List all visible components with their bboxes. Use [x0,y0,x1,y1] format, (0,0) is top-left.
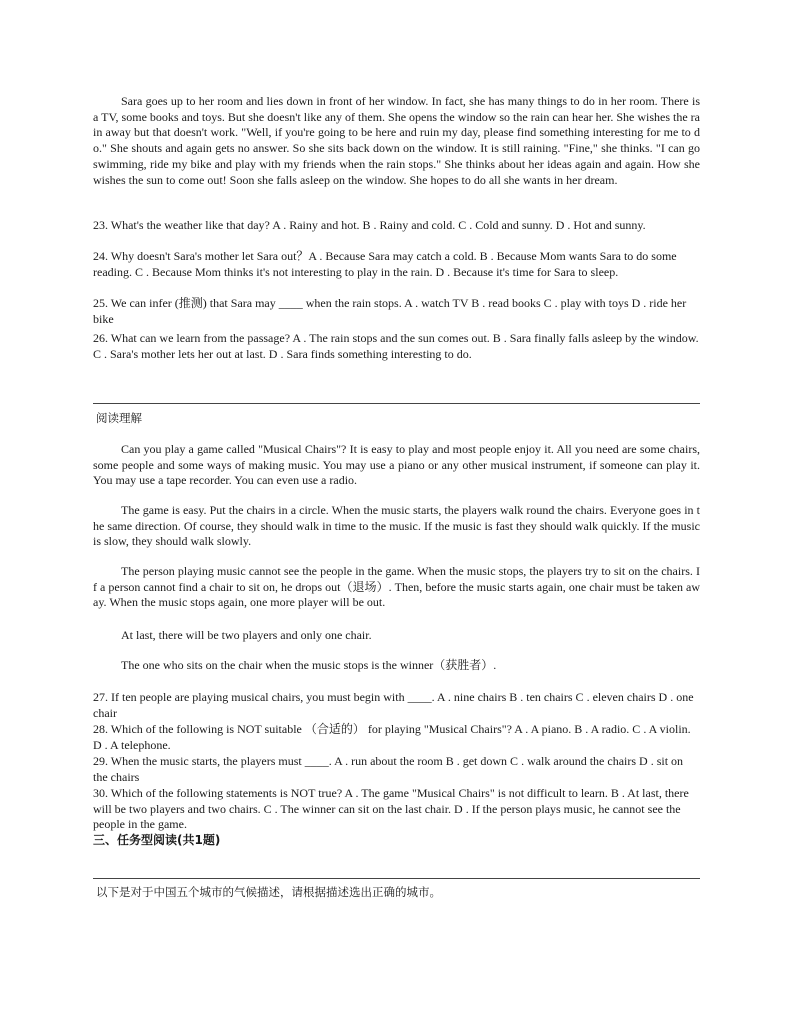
passage-paragraph: Sara goes up to her room and lies down in front of her window. In fact, she has many things to do in her room. There is a TV, some books and toys. But she doesn't like any of them. She opens the window so the rain can hear her. She wishes the rain away but that doesn't work. "Well, if you're going to be here and ruin my day, please find something interesting for me to do." She shouts and again gets no answer. So she sits back down on the window. It is still raining. "Fine," she thinks. "I can go swimming, ride my bike and play with my friends when the rain stops." She thinks about her ideas again and again. How she wishes the sun to come out! Soon she falls asleep on the window. She hopes to do all she wants in her dream. [93,94,700,187]
passage-paragraph: Can you play a game called "Musical Chairs"? It is easy to play and most people enjoy it. All you need are some chairs, some people and some ways of making music. You may use a piano or any other musical instrument, if someone can play it. You may use a tape recorder. You can even use a radio. [93,442,700,488]
passage-paragraph: At last, there will be two players and only one chair. [121,628,372,642]
question-25: 25. We can infer (推测) that Sara may ____ when the rain stops. A . watch TV B . read books C . play with toys D . ride her bike [93,296,687,326]
section-divider [93,878,700,879]
passage-paragraph: The game is easy. Put the chairs in a circle. When the music starts, the players walk round the chairs. Everyone goes in the same direction. Of course, they should walk in time to the music. If the music is fast they should walk quickly. If the music is slow, they should walk slowly. [93,503,700,549]
question-26: 26. What can we learn from the passage? A . The rain stops and the sun comes out. B . Sara finally falls asleep by the window. C . Sara's mother lets her out at last. D . Sara finds something interesting to do. [93,331,699,361]
section-heading: 三、任务型阅读(共1题) [93,833,221,847]
section-title: 阅读理解 [96,411,142,425]
section-divider [93,403,700,404]
passage-paragraph: The one who sits on the chair when the music stops is the winner（获胜者）. [121,658,497,672]
task-intro-text: 以下是对于中国五个城市的气候描述，请根据描述选出正确的城市。 [96,885,441,899]
question-29: 29. When the music starts, the players must ____. A . run about the room B . get down C . walk around the chairs D . sit on the chairs [93,754,684,784]
question-28: 28. Which of the following is NOT suitable （合适的） for playing "Musical Chairs"? A . A piano. B . A radio. C . A violin. D . A telephone. [93,722,691,752]
passage-paragraph: The person playing music cannot see the people in the game. When the music stops, the players try to sit on the chairs. If a person cannot find a chair to sit on, he drops out（退场）. Then, before the music starts again, one chair must be taken away. When the music stops again, one more player will be out. [93,564,700,610]
question-30: 30. Which of the following statements is NOT true? A . The game "Musical Chairs" is not difficult to learn. B . At last, there will be two players and two chairs. C . The winner can sit on the last chair. D . If the person plays music, he cannot see the people in the game. [93,786,689,832]
question-27: 27. If ten people are playing musical chairs, you must begin with ____. A . nine chairs B . ten chairs C . eleven chairs D . one chair [93,690,694,720]
question-23: 23. What's the weather like that day? A . Rainy and hot. B . Rainy and cold. C . Cold and sunny. D . Hot and sunny. [93,218,646,232]
question-24: 24. Why doesn't Sara's mother let Sara out？A . Because Sara may catch a cold. B . Because Mom wants Sara to do some reading. C . Because Mom thinks it's not interesting to play in the rain. D . Because it's time for Sara to sleep. [93,249,677,279]
